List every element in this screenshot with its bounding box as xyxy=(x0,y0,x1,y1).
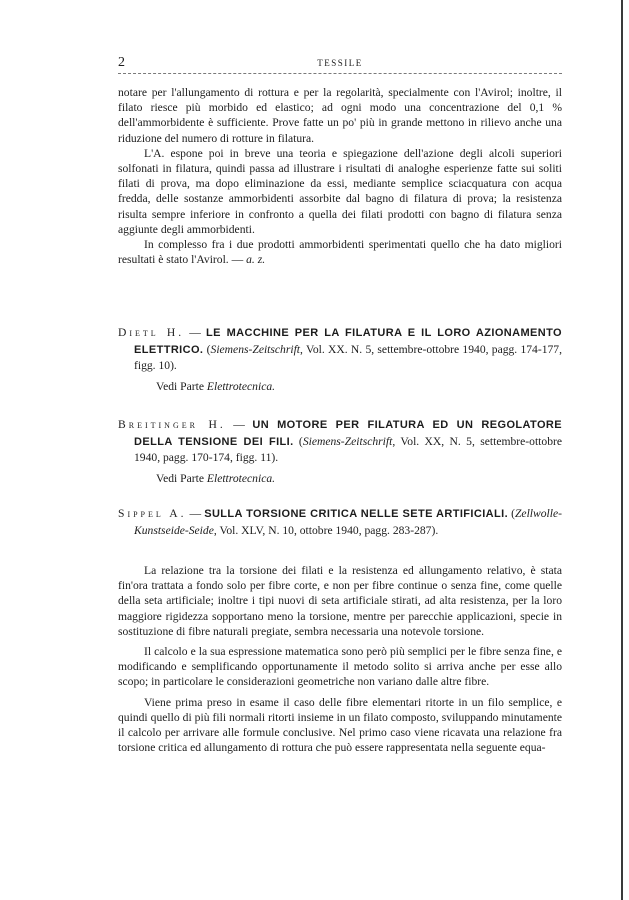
bibliography-entry-breitinger xyxy=(118,417,562,486)
entry-heading: Sippel A. — SULLA TORSIONE CRITICA NELLE SETE ARTIFICIALI. (Zellwolle-Kunstseide-Seide, Vol. XLV, N. 10, ottobre 1940, pagg. 283-287). xyxy=(118,507,562,537)
entry-heading: Breitinger H. — UN MOTORE PER FILATURA ED UN REGOLATORE DELLA TENSIONE DEI FILI. (Siemens-Zeitschrift, Vol. XX, N. 5, settembre-ottobre 1940, pagg. 170-174, figg. 11). xyxy=(118,418,563,465)
intro-paragraph: notare per l'allungamento di rottura e per la regolarità, specialmente con l'Avirol; inoltre, il filato riesce più morbido ed elastico; ad ogni modo una concentrazione del 0,1 % dell'ammorbidente è sufficiente. Prove fatte un po' più in grande mettono in rilievo anche una riduzione del numero di rotture in filatura. xyxy=(118,86,562,145)
page-edge-shadow xyxy=(621,0,623,900)
sippel-abstract xyxy=(118,563,562,760)
entry-title: UN MOTORE PER FILATURA ED UN REGOLATORE DELLA TENSIONE DEI FILI. xyxy=(134,419,563,448)
entry-author: Breitinger H. xyxy=(118,418,226,431)
entry-dash: — xyxy=(186,507,205,520)
entry-see-also xyxy=(118,471,562,487)
entry-author: Dietl H. xyxy=(118,326,185,339)
see-also-part: Elettrotecnica. xyxy=(206,379,276,393)
entry-journal: Siemens-Zeitschrift xyxy=(302,434,393,448)
bibliography-entry-sippel xyxy=(118,506,562,538)
reviewer-signature: a. z. xyxy=(246,253,266,267)
entry-citation: , Vol. XX, N. 5, settembre-ottobre 1940, pagg. 170-174, figg. 11). xyxy=(134,434,562,465)
intro-section xyxy=(118,85,562,267)
entry-citation: , Vol. XX. N. 5, settembre-ottobre 1940, pagg. 174-177, figg. 10). xyxy=(134,342,563,373)
entry-author: Sippel A. xyxy=(118,507,187,520)
page-header xyxy=(118,55,562,75)
abstract-paragraph: Viene prima preso in esame il caso delle fibre elementari ritorte in un filo semplice, e quindi quello di più fili normali ritorti insieme in un filato composto, sviluppando minutamente il calcolo per arrivare alle formule conclusive. Nel primo caso viene ricavata una relazione fra torsione critica ed allungamento di rottura che può essere rappresentata nella seguente equa- xyxy=(118,695,562,755)
see-also-prefix: Vedi Parte xyxy=(156,379,204,393)
header-rule xyxy=(118,73,562,74)
page-number: 2 xyxy=(118,55,125,70)
intro-paragraph-final xyxy=(118,237,562,267)
entry-dash: — xyxy=(225,418,253,431)
intro-paragraph: L'A. espone poi in breve una teoria e spiegazione dell'azione degli alcoli superiori solfonati in filatura, quindi passa ad illustrare i risultati di analoghe esperienze fatte sui soliti filati di prova, ma dopo eliminazione da essi, mediante semplice sciacquatura con acqua fredda, delle sostanze ammorbidenti assorbite dal bagno di filatura di prova; la resistenza risulta sempre inferiore in confronto a quella dei filati prodotti con bagno di filatura senza aggiunte degli ammorbidenti. xyxy=(118,146,562,236)
entry-dash: — xyxy=(184,326,207,339)
abstract-paragraph: La relazione tra la torsione dei filati e la resistenza ed allungamento relativo, è stata fin'ora trattata a fondo solo per fibre corte, e non per fibre continue o senza fine, come quelle della seta artificiale; inoltre i tipi nuovi di seta artificiale stirati, ad alta resistenza, per la loro maggiore rigidezza sopportano meno la torsione, mentre per parecchie applicazioni, specie in sostituzione di fibre naturali pregiate, sembra necessaria una notevole torsione. xyxy=(118,564,562,638)
running-title: TESSILE xyxy=(317,58,363,68)
abstract-paragraph: Il calcolo e la sua espressione matematica sono però più semplici per le fibre senza fine, e modificando e semplificando opportunamente il metodo solito si arriva anche per esse allo scopo; in particolare le considerazioni geometriche non variano dalle altre fibre. xyxy=(118,645,562,689)
entry-citation: , Vol. XLV, N. 10, ottobre 1940, pagg. 283-287). xyxy=(213,523,439,537)
entry-see-also xyxy=(118,379,562,395)
entry-heading: Dietl H. — LE MACCHINE PER LA FILATURA E IL LORO AZIONAMENTO ELETTRICO. (Siemens-Zeitschrift, Vol. XX. N. 5, settembre-ottobre 1940, pagg. 174-177, figg. 10). xyxy=(118,326,563,373)
entry-title: SULLA TORSIONE CRITICA NELLE SETE ARTIFICIALI. xyxy=(204,508,509,520)
intro-closing-text: In complesso fra i due prodotti ammorbidenti sperimentati quello che ha dato migliori resultati è stato l'Avirol. — xyxy=(118,238,562,267)
entry-title: LE MACCHINE PER LA FILATURA E IL LORO AZIONAMENTO ELETTRICO. xyxy=(134,327,562,356)
see-also-prefix: Vedi Parte xyxy=(156,471,204,485)
entry-journal: Zellwolle-Kunstseide-Seide xyxy=(134,507,562,537)
see-also-part: Elettrotecnica. xyxy=(206,471,276,485)
bibliography-entry-dietl xyxy=(118,325,562,394)
entry-journal: Siemens-Zeitschrift xyxy=(210,342,301,356)
